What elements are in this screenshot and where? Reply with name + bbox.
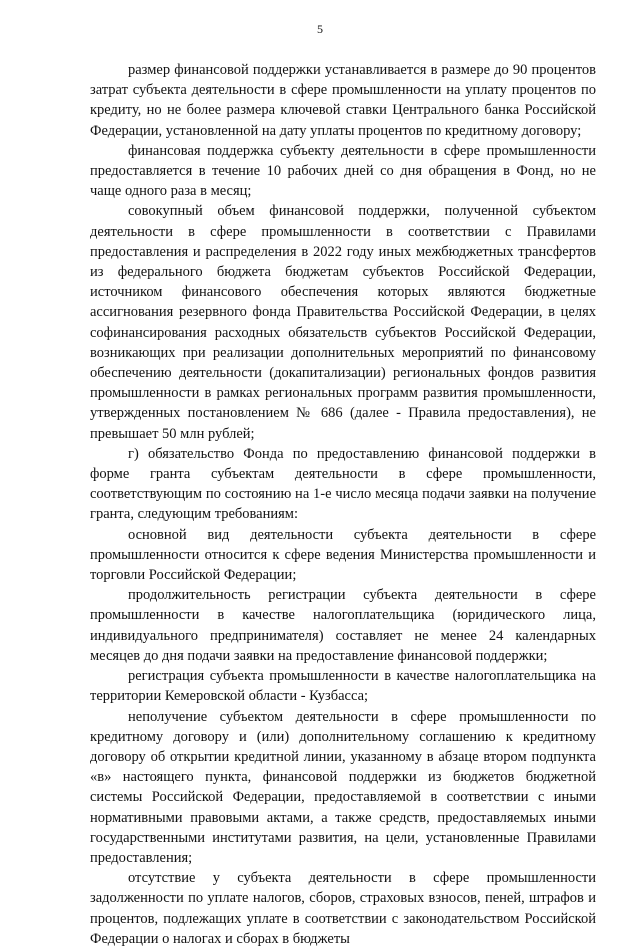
document-body [90, 60, 596, 949]
paragraph-registration-duration: продолжительность регистрации субъекта деятельности в сфере промышленности в качестве налогоплательщика (юридического лица, индивидуального предпринимателя) составляет не менее 24 календарных месяцев до дня подачи заявки на предоставление финансовой поддержки; [90, 587, 596, 664]
paragraph-no-tax-debt: отсутствие у субъекта деятельности в сфере промышленности задолженности по уплате налогов, сборов, страховых взносов, пеней, штрафов и процентов, подлежащих уплате в соответствии с законодательством Российской Федерации о налогах и сборах в бюджеты [90, 870, 596, 947]
paragraph-total-support-limit: совокупный объем финансовой поддержки, полученной субъектом деятельности в сфере промышленности в соответствии с Правилами предоставления и распределения в 2022 году иных межбюджетных трансфертов из федерального бюджета бюджетам субъектов Российской Федерации, источником финансового обеспечения которых являются бюджетные ассигнования резервного фонда Правительства Российской Федерации, в целях софинансирования расходных обязательств субъектов Российской Федерации, возникающих при реализации дополнительных мероприятий по финансовому обеспечению деятельности (докапитализации) региональных фондов развития промышленности в рамках региональных программ развития промышленности, утвержденных постановлением № 686 (далее - Правила предоставления), не превышает 50 млн рублей; [90, 203, 596, 442]
paragraph-support-timing: финансовая поддержка субъекту деятельности в сфере промышленности предоставляется в течение 10 рабочих дней со дня обращения в Фонд, но не чаще одного раза в месяц; [90, 142, 596, 200]
paragraph-support-amount: размер финансовой поддержки устанавливается в размере до 90 процентов затрат субъекта деятельности в сфере промышленности на уплату процентов по кредиту, но не более размера ключевой ставки Центрального банка Российской Федерации, установленной на дату уплаты процентов по кредитному договору; [90, 62, 596, 139]
paragraph-grant-obligation: г) обязательство Фонда по предоставлению финансовой поддержки в форме гранта субъектам деятельности в сфере промышленности, соответствующим по состоянию на 1-е число месяца подачи заявки на получение гранта, следующим требованиям: [90, 445, 596, 523]
paragraph-main-activity: основной вид деятельности субъекта деятельности в сфере промышленности относится к сфере ведения Министерства промышленности и торговли Российской Федерации; [90, 526, 596, 584]
paragraph-no-other-support: неполучение субъектом деятельности в сфере промышленности по кредитному договору и (или) дополнительному соглашению к кредитному договору об открытии кредитной линии, указанному в абзаце втором подпункта «в» настоящего пункта, финансовой поддержки из бюджетов бюджетной системы Российской Федерации, предоставляемой в соответствии с иными нормативными правовыми актами, а также средств, предоставляемых иными государственными институтами развития, на цели, установленные Правилами предоставления; [90, 708, 596, 866]
page-number: 5 [317, 22, 323, 36]
paragraph-registration-region: регистрация субъекта промышленности в качестве налогоплательщика на территории Кемеровской области - Кузбасса; [90, 668, 596, 705]
